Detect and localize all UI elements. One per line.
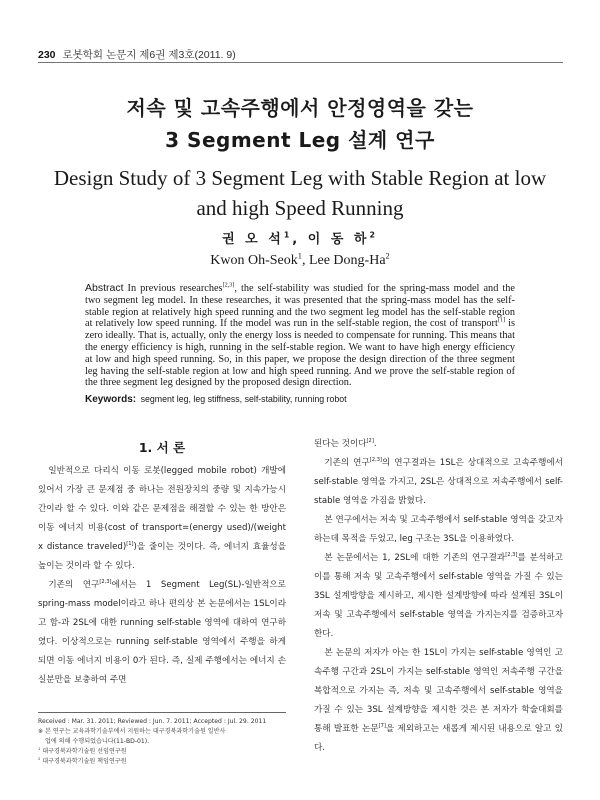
paragraph xyxy=(314,435,563,454)
paragraph-text: . xyxy=(373,439,377,449)
paragraph-text: 를 분석하고 이를 통해 저속 및 고속주행에서 self-stable 영역을 가질 수 있는 3SL 설계방향을 제시하고, 제시한 설계방향에 따라 설계된 3SL이 저속 및 고속주행에서 self-stable 영역을 가지는지를 검증하고자 한다. xyxy=(314,553,563,639)
received-dates: Received : Mar. 31. 2011; Reviewed : Jun. 7. 2011; Accepted : Jul. 29. 2011 xyxy=(38,718,267,725)
affiliation-text: 대구경북과학기술원 선임연구원 xyxy=(42,748,127,755)
author2-affil-mark-en: 2 xyxy=(385,251,390,261)
paragraph-text: 된다는 것이다 xyxy=(314,439,367,449)
section-heading-introduction: 1. 서 론 xyxy=(138,440,186,455)
paragraph xyxy=(38,462,286,576)
paragraph-text: 을 제외하고는 새롭게 제시된 내용으로 알고 있다. xyxy=(314,724,563,753)
funding-note-line2: 업에 의해 수행되었습니다(11-BD-01). xyxy=(45,738,150,745)
citation: [2] xyxy=(366,438,374,445)
running-header xyxy=(38,47,563,62)
affiliation-1 xyxy=(38,747,290,757)
paragraph xyxy=(38,576,286,690)
author1-english: Kwon Oh-Seok xyxy=(210,253,298,268)
citation: [1] xyxy=(497,316,506,324)
paragraph-text: 의 연구결과는 1SL은 상대적으로 고속주행에서 self-stable 영역을 가지고, 2SL은 상대적으로 저속주행에서 self-stable 영역을 가짐을 밝혔다. xyxy=(314,458,563,506)
left-column xyxy=(38,462,286,690)
paragraph-text: )을 줄이는 것이다. 즉, 에너지 효율성을 높이는 것이라 할 수 있다. xyxy=(38,542,286,571)
title-english-line2: and high Speed Running xyxy=(196,196,404,220)
author1-affil-mark-en: 1 xyxy=(297,251,302,261)
paragraph-text: 기존의 연구 xyxy=(324,458,370,468)
header-rule xyxy=(38,62,563,63)
author2-english: Lee Dong-Ha xyxy=(308,253,386,268)
paragraph-text: 본 논문에서는 1, 2SL에 대한 기존의 연구결과 xyxy=(324,553,506,563)
footnote-rule xyxy=(38,712,286,713)
author1-affil-mark: 1 xyxy=(283,230,293,240)
affiliation-2 xyxy=(38,757,290,767)
paragraph: 본 연구에서는 저속 및 고속주행에서 self-stable 영역을 갖고자 하는데 목적을 두었고, leg 구조는 3SL을 이용하였다. xyxy=(314,515,563,544)
page-number: 230 xyxy=(38,49,56,61)
footnotes xyxy=(38,717,290,767)
keywords xyxy=(85,394,515,405)
abstract-label: Abstract xyxy=(85,282,124,294)
affil-mark: 2 xyxy=(38,756,41,761)
authors-english xyxy=(0,253,600,269)
keywords-label: Keywords: xyxy=(85,394,137,405)
title-korean-line1: 저속 및 고속주행에서 안정영역을 갖는 xyxy=(126,96,474,120)
paragraph-text: 에서는 1 Segment Leg(SL)-일반적으로 spring-mass model이라고 하나 편의상 본 논문에서는 1SL이라고 함-과 2SL에 대한 running self-stable 영역에 대하여 연구하였다. 이상적으로는 running self-stable 영역에서 주행을 하게 되면 이동 에너지 비용이 0가 된다. 즉, 실제 주행에서는 에너지 손실분만을 보충하여 주면 xyxy=(38,580,286,685)
author-separator: , xyxy=(292,232,308,247)
abstract-text-part3: is zero ideally. That is, actually, only the energy loss is needed to compensate for running. This means that the energy efficiency is high, running in the self-stable region. We want to have high energy efficiency at low and high speed running. So, in this paper, we propose the design direction of the three segment leg having the self-stable region at low and high speed running. And we prove the self-stable region of the three segment leg designed by the proposed design direction. xyxy=(85,318,515,389)
right-column xyxy=(314,435,563,758)
abstract xyxy=(85,283,515,389)
paragraph xyxy=(314,549,563,644)
author2-korean: 이 동 하 xyxy=(307,232,370,247)
citation: [2,3] xyxy=(222,281,235,289)
citation: [2,3] xyxy=(369,457,383,464)
citation: [7] xyxy=(378,723,386,730)
journal-name: 로봇학회 논문지 제6권 제3호(2011. 9) xyxy=(62,49,236,61)
abstract-text-part1: In previous researches xyxy=(127,283,223,294)
paragraph-text: 본 논문의 저자가 아는 한 1SL이 가지는 self-stable 영역인 고속주행 구간과 2SL이 가지는 self-stable 영역인 저속주행 구간을 복합적으로 가지는 즉, 저속 및 고속주행에서 self-stable 영역을 가질 수 있는 3SL 설계방향을 제시한 것은 본 저자가 학술대회를 통해 발표한 논문 xyxy=(314,648,563,734)
paragraph-text: 기존의 연구 xyxy=(48,580,100,590)
keywords-text: segment leg, leg stiffness, self-stability, running robot xyxy=(140,394,347,404)
affil-mark: 1 xyxy=(38,746,41,751)
paragraph xyxy=(314,644,563,758)
authors-korean xyxy=(0,228,600,247)
citation: [2,3] xyxy=(505,552,518,559)
author2-affil-mark: 2 xyxy=(369,230,378,240)
funding-note-line1: ※ 본 연구는 교육과학기술부에서 지원하는 대구경북과학기술원 일반사 xyxy=(38,728,226,735)
paragraph-text: 일반적으로 다리식 이동 로봇(legged mobile robot) 개발에 있어서 가장 큰 문제점 중 하나는 전원장치의 중량 및 지속가능시간이라 할 수 있다. 이와 같은 문제점을 해결할 수 있는 한 방안은 이동 에너지 비용(cost of transport=(energy used)/(weight x distance traveled) xyxy=(38,466,286,552)
title-english-line1: Design Study of 3 Segment Leg with Stable Region at low xyxy=(53,166,547,190)
abstract-text-part2: , the self-stability was studied for the spring-mass model and the two segment leg model. In these researches, it was presented that the spring-mass model has the self-stable region at relatively high speed running and the two segment leg model has the self-stable region at relatively low speed running. If the model was run in the self-stable region, the cost of transport xyxy=(85,283,515,330)
citation: [1] xyxy=(126,541,134,548)
author1-korean: 권 오 석 xyxy=(222,232,284,247)
author-separator-en: , xyxy=(301,253,309,268)
affiliation-text: 대구경북과학기술원 책임연구원 xyxy=(42,758,127,765)
citation: [2,3] xyxy=(99,579,112,586)
paragraph xyxy=(314,454,563,511)
title-korean-line2: 3 Segment Leg 설계 연구 xyxy=(165,128,435,152)
